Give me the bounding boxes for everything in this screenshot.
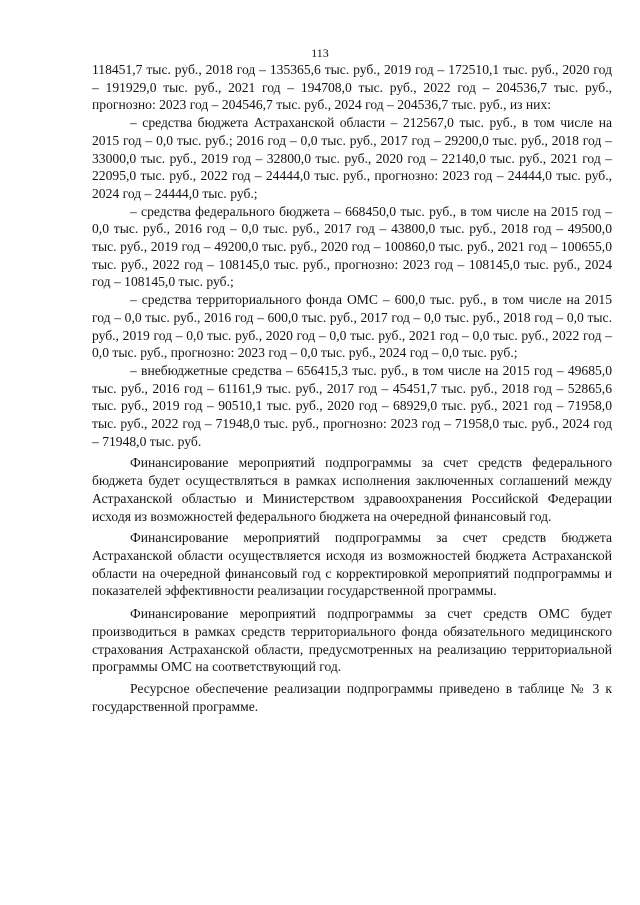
paragraph-oms-fund: – средства территориального фонда ОМС – 600,0 тыс. руб., в том числе на 2015 год – 0,0 тыс. руб., 2016 год – 600,0 тыс. руб., 2017 год – 0,0 тыс. руб., 2018 год – 0,0 тыс. руб., 2019 год – 0,0 тыс. руб., 2020 год – 0,0 тыс. руб., 2021 год – 0,0 тыс. руб., 2022 год – 0,0 тыс. руб., прогнозно: 2023 год – 0,0 тыс. руб., 2024 год – 0,0 тыс. руб.; bbox=[92, 292, 612, 361]
paragraph-extrabudgetary: – внебюджетные средства – 656415,3 тыс. руб., в том числе на 2015 год – 49685,0 тыс. руб., 2016 год – 61161,9 тыс. руб., 2017 год – 45451,7 тыс. руб., 2018 год – 52865,6 тыс. руб., 2019 год – 90510,1 тыс. руб., 2020 год – 68929,0 тыс. руб., 2021 год – 71958,0 тыс. руб., 2022 год – 71948,0 тыс. руб., прогнозно: 2023 год – 71958,0 тыс. руб., 2024 год – 71948,0 тыс. руб. bbox=[92, 362, 612, 449]
paragraph-oms-financing: Финансирование мероприятий подпрограммы за счет средств ОМС будет производиться в рамках средств территориального фонда обязательного медицинского страхования Астраханской области, предусмотренных на реализацию территориальной программы ОМС на соответствующий год. bbox=[92, 606, 612, 675]
paragraph-resource-provision: Ресурсное обеспечение реализации подпрограммы приведено в таблице № 3 к государственной программе. bbox=[92, 680, 612, 714]
body-text bbox=[92, 61, 612, 715]
paragraph-regional-budget: – средства бюджета Астраханской области – 212567,0 тыс. руб., в том числе на 2015 год – 0,0 тыс. руб.; 2016 год – 0,0 тыс. руб., 2017 год – 29200,0 тыс. руб., 2018 год – 33000,0 тыс. руб., 2019 год – 32800,0 тыс. руб., 2020 год – 22140,0 тыс. руб., 2021 год – 22095,0 тыс. руб., 2022 год – 24444,0 тыс. руб., прогнозно: 2023 год – 24444,0 тыс. руб., 2024 год – 24444,0 тыс. руб.; bbox=[92, 115, 612, 201]
paragraph-regional-financing: Финансирование мероприятий подпрограммы за счет средств бюджета Астраханской области осуществляется исходя из возможностей бюджета Астраханской области на очередной финансовый год с корректировкой мероприятий подпрограммы и показателей эффективности реализации государственной программы. bbox=[92, 530, 612, 599]
paragraph-total-funding: 118451,7 тыс. руб., 2018 год – 135365,6 тыс. руб., 2019 год – 172510,1 тыс. руб., 2020 год – 191929,0 тыс. руб., 2021 год – 194708,0 тыс. руб., 2022 год – 204536,7 тыс. руб., прогнозно: 2023 год – 204546,7 тыс. руб., 2024 год – 204536,7 тыс. руб., из них: bbox=[92, 62, 612, 113]
paragraph-federal-financing: Финансирование мероприятий подпрограммы за счет средств федерального бюджета будет осуществляться в рамках исполнения заключенных соглашений между Астраханской областью и Министерством здравоохранения Российской Федерации исходя из возможностей федерального бюджета на очередной финансовый год. bbox=[92, 455, 612, 524]
page-number: 113 bbox=[311, 46, 329, 60]
paragraph-federal-budget: – средства федерального бюджета – 668450,0 тыс. руб., в том числе на 2015 год – 0,0 тыс. руб., 2016 год – 0,0 тыс. руб., 2017 год – 43800,0 тыс. руб., 2018 год – 49500,0 тыс. руб., 2019 год – 49200,0 тыс. руб., 2020 год – 100860,0 тыс. руб., 2021 год – 100655,0 тыс. руб., 2022 год – 108145,0 тыс. руб., прогнозно: 2023 год – 108145,0 тыс. руб., 2024 год – 108145,0 тыс. руб.; bbox=[92, 203, 612, 290]
